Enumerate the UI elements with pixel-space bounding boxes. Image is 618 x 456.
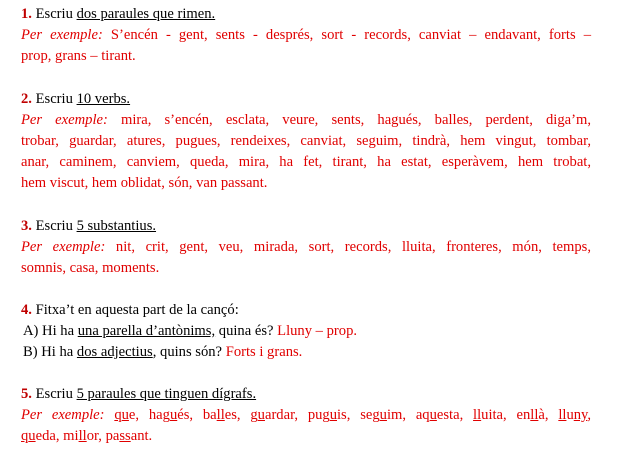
exercise-1-example-line-1 (21, 25, 591, 46)
example-text: nit, crit, gent, veu, mirada, sort, records, lluita, fronteres, món, temps, (115, 239, 591, 255)
exercise-2-example-line-3: anar, caminem, canviem, queda, mira, ha fet, tirant, ha estat, esperàvem, hem trobat, (21, 154, 591, 170)
digraph-word: puguis, (307, 407, 351, 423)
question-b-answer: Forts i grans. (225, 344, 303, 360)
exercise-5-task: 5 paraules que tinguen dígrafs. (76, 386, 257, 402)
exercise-1-heading (21, 4, 591, 25)
digraph-word: seguim, (360, 407, 407, 423)
exercise-3-number: 3. (21, 218, 32, 234)
digraph-word: lluny, (558, 407, 592, 423)
digraph-word: guardar, (250, 407, 299, 423)
exercise-5-number: 5. (21, 386, 32, 402)
example-text: S’encén - gent, sents - després, sort - records, canviat – endavant, forts – (110, 27, 591, 43)
exercise-4-number: 4. (21, 302, 32, 318)
exercise-2 (21, 89, 591, 194)
question-a-question: quina és? (218, 323, 274, 339)
exercise-3 (21, 216, 591, 279)
digraph-word: aquesta, (415, 407, 464, 423)
exercise-5-heading (21, 384, 591, 405)
exercise-4-text: Fitxa’t en aquesta part de la cançó: (35, 302, 239, 318)
exercise-3-example-line-2: somnis, casa, moments. (21, 260, 160, 276)
exercise-2-lead: Escriu (35, 91, 73, 107)
example-text: mira, s’encén, esclata, veure, sents, hagués, balles, perdent, diga’m, (120, 112, 591, 128)
digraph-word: hagués, (148, 407, 194, 423)
exercise-3-heading (21, 216, 591, 237)
question-a-answer: Lluny – prop. (277, 323, 358, 339)
exercise-2-number: 2. (21, 91, 32, 107)
exercise-5-example-line-1 (21, 405, 591, 426)
digraph-word: que, (114, 407, 140, 423)
exercise-5 (21, 384, 591, 447)
digraph-word: enllà, (516, 407, 549, 423)
exercise-1 (21, 4, 591, 67)
exercise-1-number: 1. (21, 6, 32, 22)
question-b-question: , quins són? (152, 344, 223, 360)
digraph-word: balles, (202, 407, 241, 423)
exercise-5-lead: Escriu (35, 386, 73, 402)
exercise-2-example-line-4: hem viscut, hem oblidat, són, van passant. (21, 175, 268, 191)
digraph-word: millor, (63, 428, 102, 444)
exercise-2-task: 10 verbs. (76, 91, 131, 107)
exercise-4-question-a (21, 321, 591, 342)
example-label: Per exemple: (21, 27, 103, 43)
question-b-prefix: B) Hi ha (23, 344, 74, 360)
exercise-2-heading (21, 89, 591, 110)
exercise-1-task: dos paraules que rimen. (76, 6, 216, 22)
exercise-4-heading (21, 300, 591, 321)
digraph-word: queda, (21, 428, 60, 444)
example-label: Per exemple: (21, 407, 105, 423)
digraph-word: passant. (105, 428, 153, 444)
digraph-word: lluita, (473, 407, 507, 423)
exercise-3-task: 5 substantius. (76, 218, 157, 234)
exercise-2-example-line-2: trobar, guardar, atures, pugues, rendeixes, canviat, seguim, tindrà, hem vingut, tombar, (21, 133, 591, 149)
question-b-underlined: dos adjectius (76, 344, 153, 360)
exercise-3-example-line-1 (21, 237, 591, 258)
question-a-underlined: una parella d’antònims, (77, 323, 216, 339)
exercise-1-lead: Escriu (35, 6, 73, 22)
example-label: Per exemple: (21, 112, 108, 128)
exercise-2-example-line-1 (21, 110, 591, 131)
exercise-4 (21, 300, 591, 363)
exercise-3-lead: Escriu (35, 218, 73, 234)
question-a-prefix: A) Hi ha (23, 323, 75, 339)
exercise-5-example-line-2 (21, 426, 591, 447)
exercise-1-example-line-2: prop, grans – tirant. (21, 48, 136, 64)
example-label: Per exemple: (21, 239, 106, 255)
exercise-4-question-b (21, 342, 591, 363)
